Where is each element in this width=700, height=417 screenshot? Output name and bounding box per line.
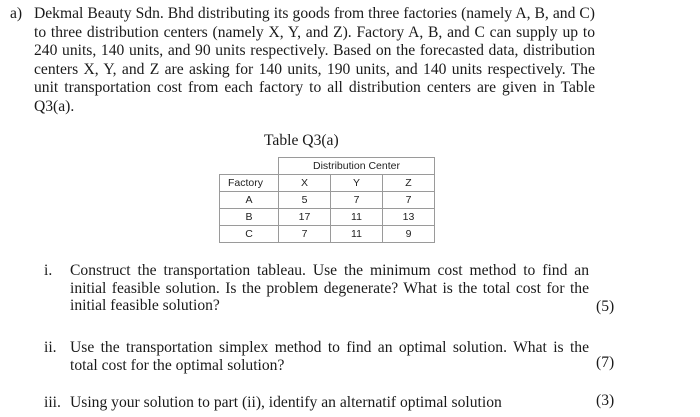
table-header-row — [220, 175, 435, 192]
factory-cell-a: A — [220, 192, 279, 209]
table-row — [220, 192, 435, 209]
cost-cell-a-z: 7 — [383, 192, 435, 209]
cost-table — [219, 157, 435, 243]
cost-cell-a-x: 5 — [279, 192, 331, 209]
table-header-row-group — [220, 158, 435, 175]
column-header-x: X — [279, 175, 331, 192]
cost-cell-b-z: 13 — [383, 209, 435, 226]
sub-question-number: i. — [44, 262, 53, 279]
sub-question-text: Construct the transportation tableau. Use the minimum cost method to find an initial feasible solution. Is the problem degenerate? What is the total cost for the initial feasible solution? — [70, 262, 589, 315]
sub-question-number: ii. — [44, 339, 57, 356]
sub-question-number: iii. — [44, 394, 61, 411]
table-row — [220, 226, 435, 243]
sub-question-ii — [44, 339, 589, 374]
sub-question-i — [44, 262, 589, 315]
factory-header: Factory — [220, 175, 279, 192]
distribution-center-header: Distribution Center — [279, 158, 435, 175]
column-header-z: Z — [383, 175, 435, 192]
cost-cell-b-x: 17 — [279, 209, 331, 226]
sub-question-iii — [44, 394, 589, 412]
table-caption: Table Q3(a) — [264, 132, 339, 149]
cost-cell-c-z: 9 — [383, 226, 435, 243]
question-paragraph — [10, 5, 595, 117]
sub-question-text: Use the transportation simplex method to find an optimal solution. What is the total cost for the optimal solution? — [70, 339, 589, 374]
sub-question-text: Using your solution to part (ii), identify an alternatif optimal solution — [70, 394, 502, 411]
question-label: a) — [10, 5, 23, 22]
marks-ii: (7) — [596, 354, 615, 371]
marks-iii: (3) — [596, 392, 615, 409]
table-row — [220, 209, 435, 226]
table-corner-cell — [220, 158, 279, 175]
factory-cell-c: C — [220, 226, 279, 243]
factory-cell-b: B — [220, 209, 279, 226]
cost-cell-c-x: 7 — [279, 226, 331, 243]
cost-cell-c-y: 11 — [331, 226, 383, 243]
column-header-y: Y — [331, 175, 383, 192]
marks-i: (5) — [596, 298, 615, 315]
cost-cell-a-y: 7 — [331, 192, 383, 209]
cost-cell-b-y: 11 — [331, 209, 383, 226]
question-text: Dekmal Beauty Sdn. Bhd distributing its goods from three factories (namely A, B, and C) to three distribution centers (namely X, Y, and Z). Factory A, B, and C can supply up to 240 units, 140 units, and 90 units respectively. Based on the forecasted data, distribution centers X, Y, and Z are asking for 140 units, 190 units, and 140 units respectively. The unit transportation cost from each factory to all distribution centers are given in Table Q3(a). — [34, 5, 595, 115]
